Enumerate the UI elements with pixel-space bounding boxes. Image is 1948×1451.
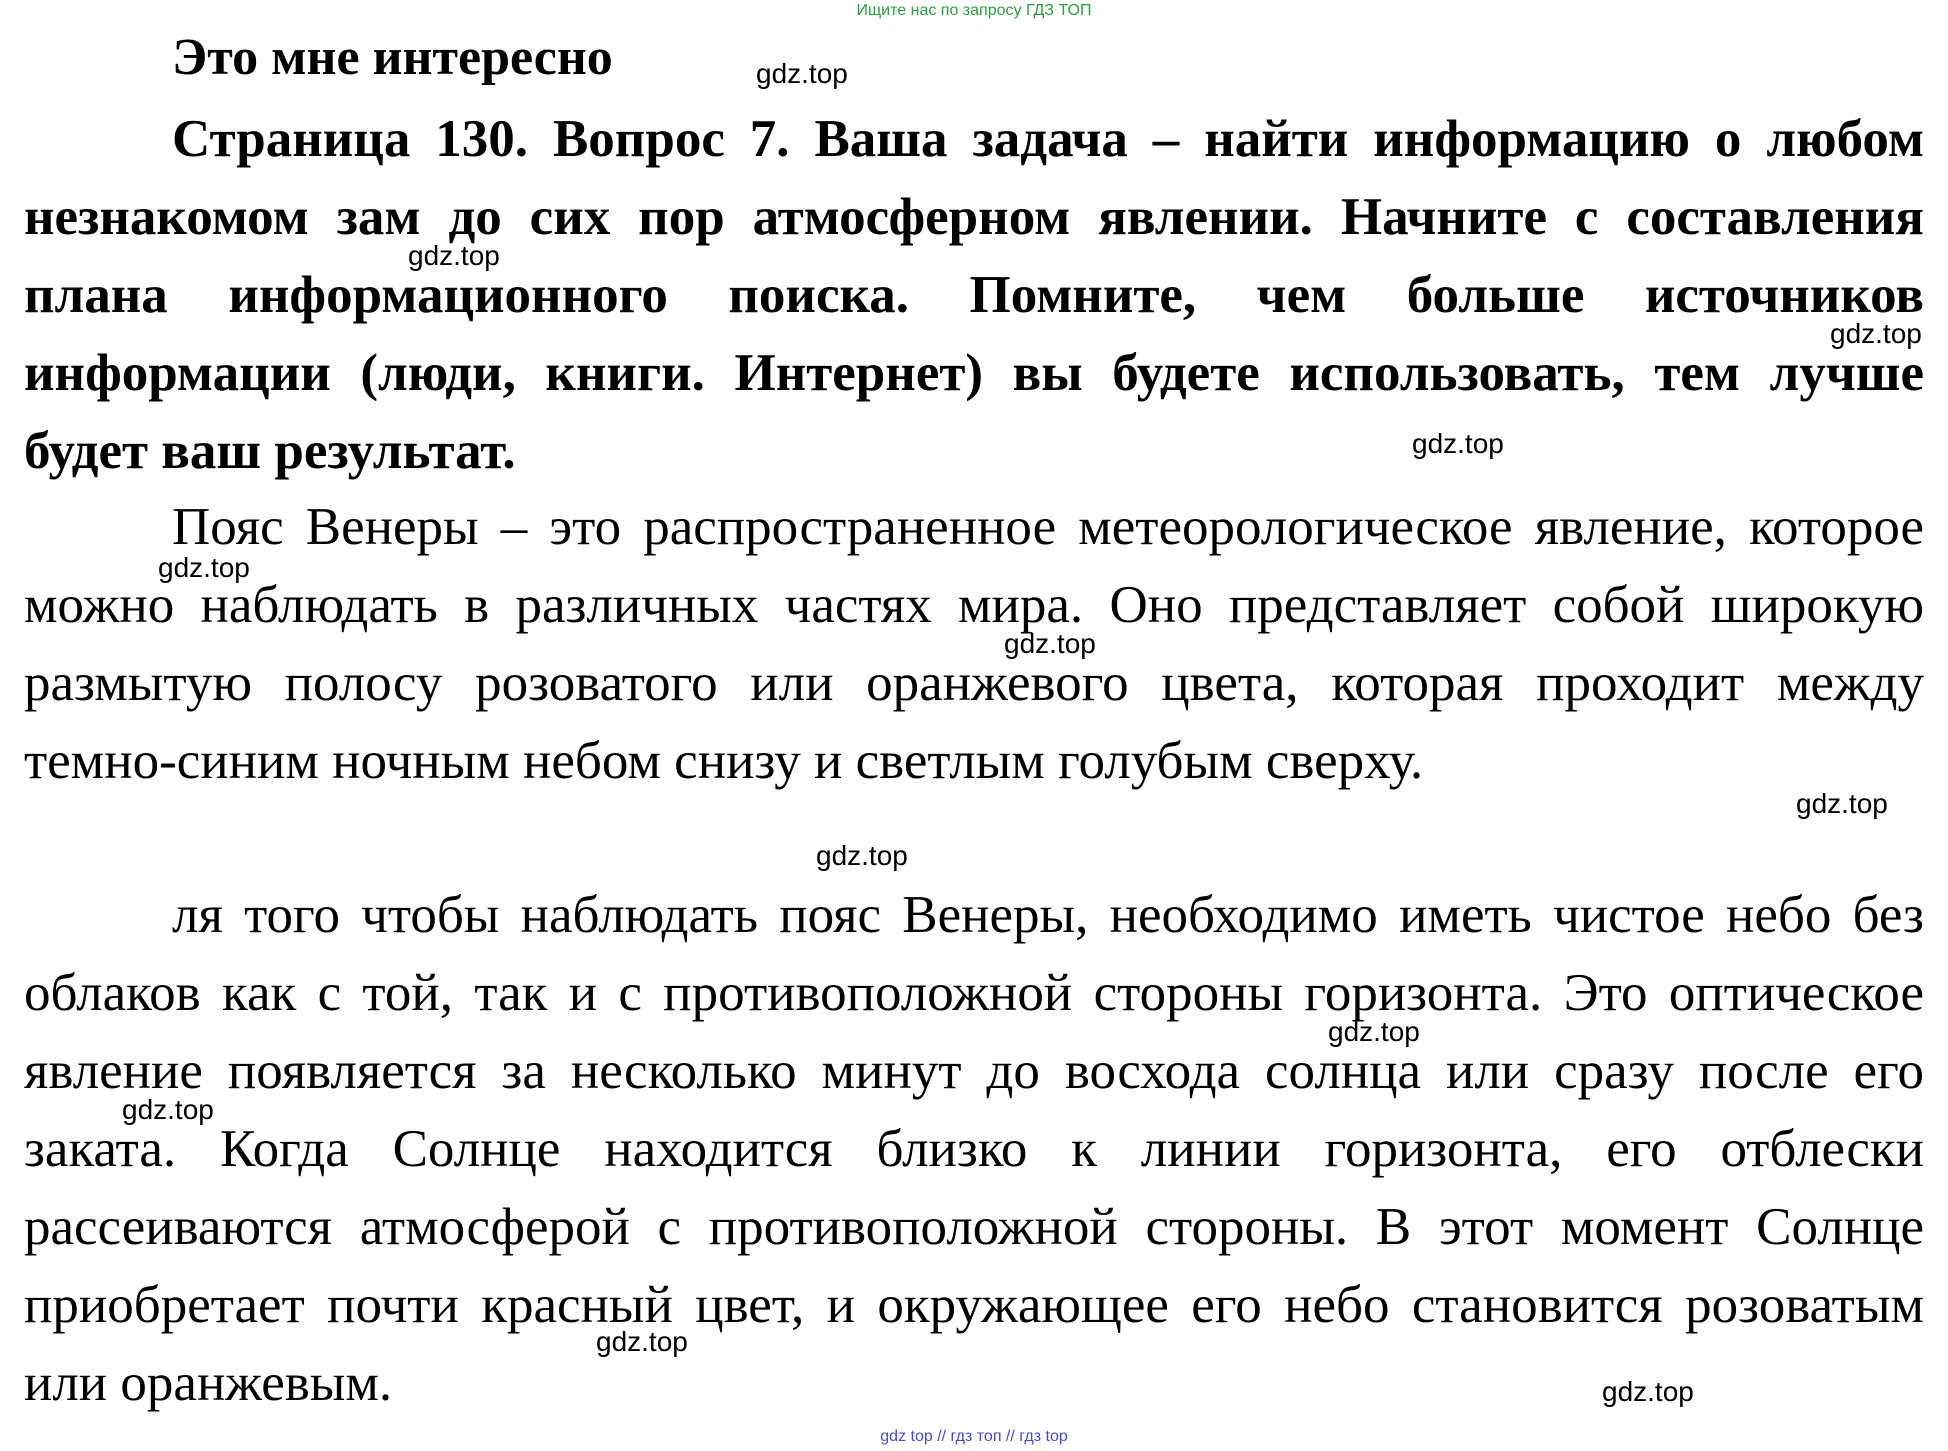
watermark: gdz.top xyxy=(1004,628,1096,659)
answer-paragraph: Пояс Венеры – это распространенное метеорологическое явление, которое можно наблюдать в различных частях мира. Оно представляет собой широкую размытую полосу розоватого или оранжевого цвета, которая проходит между темно-синим ночным небом снизу и светлым голубым сверху. xyxy=(24,498,1924,790)
watermark: gdz.top xyxy=(1412,428,1504,459)
footer-links: gdz top // гдз топ // гдз top xyxy=(880,1428,1068,1445)
section-heading: Это мне интересно xyxy=(172,29,613,86)
watermark: gdz.top xyxy=(756,58,848,89)
watermark: gdz.top xyxy=(1328,1016,1420,1047)
watermark: gdz.top xyxy=(596,1326,688,1357)
watermark: gdz.top xyxy=(1830,318,1922,349)
watermark: gdz.top xyxy=(1602,1376,1694,1407)
watermark: gdz.top xyxy=(1796,788,1888,819)
watermark: gdz.top xyxy=(122,1094,214,1125)
question-text: Страница 130. Вопрос 7. Ваша задача – найти информацию о любом незнакомом зам до сих пор атмосферном явлении. Начните с составления плана информационного поиска. Помните, чем больше источников информации (люди, книги. Интернет) вы будете использовать, тем лучше будет ваш результат. xyxy=(24,110,1924,480)
top-banner: Ищите нас по запросу ГДЗ ТОП xyxy=(856,2,1092,19)
watermark: gdz.top xyxy=(408,240,500,271)
watermark: gdz.top xyxy=(816,840,908,871)
watermark: gdz.top xyxy=(158,552,250,583)
answer-paragraph: ля того чтобы наблюдать пояс Венеры, необходимо иметь чистое небо без облаков как с той, так и с противоположной стороны горизонта. Это оптическое явление появляется за несколько минут до восхода солнца или сразу после его заката. Когда Солнце находится близко к линии горизонта, его отблески рассеиваются атмосферой с противоположной стороны. В этот момент Солнце приобретает почти красный цвет, и окружающее его небо становится розоватым или оранжевым. xyxy=(24,886,1924,1412)
